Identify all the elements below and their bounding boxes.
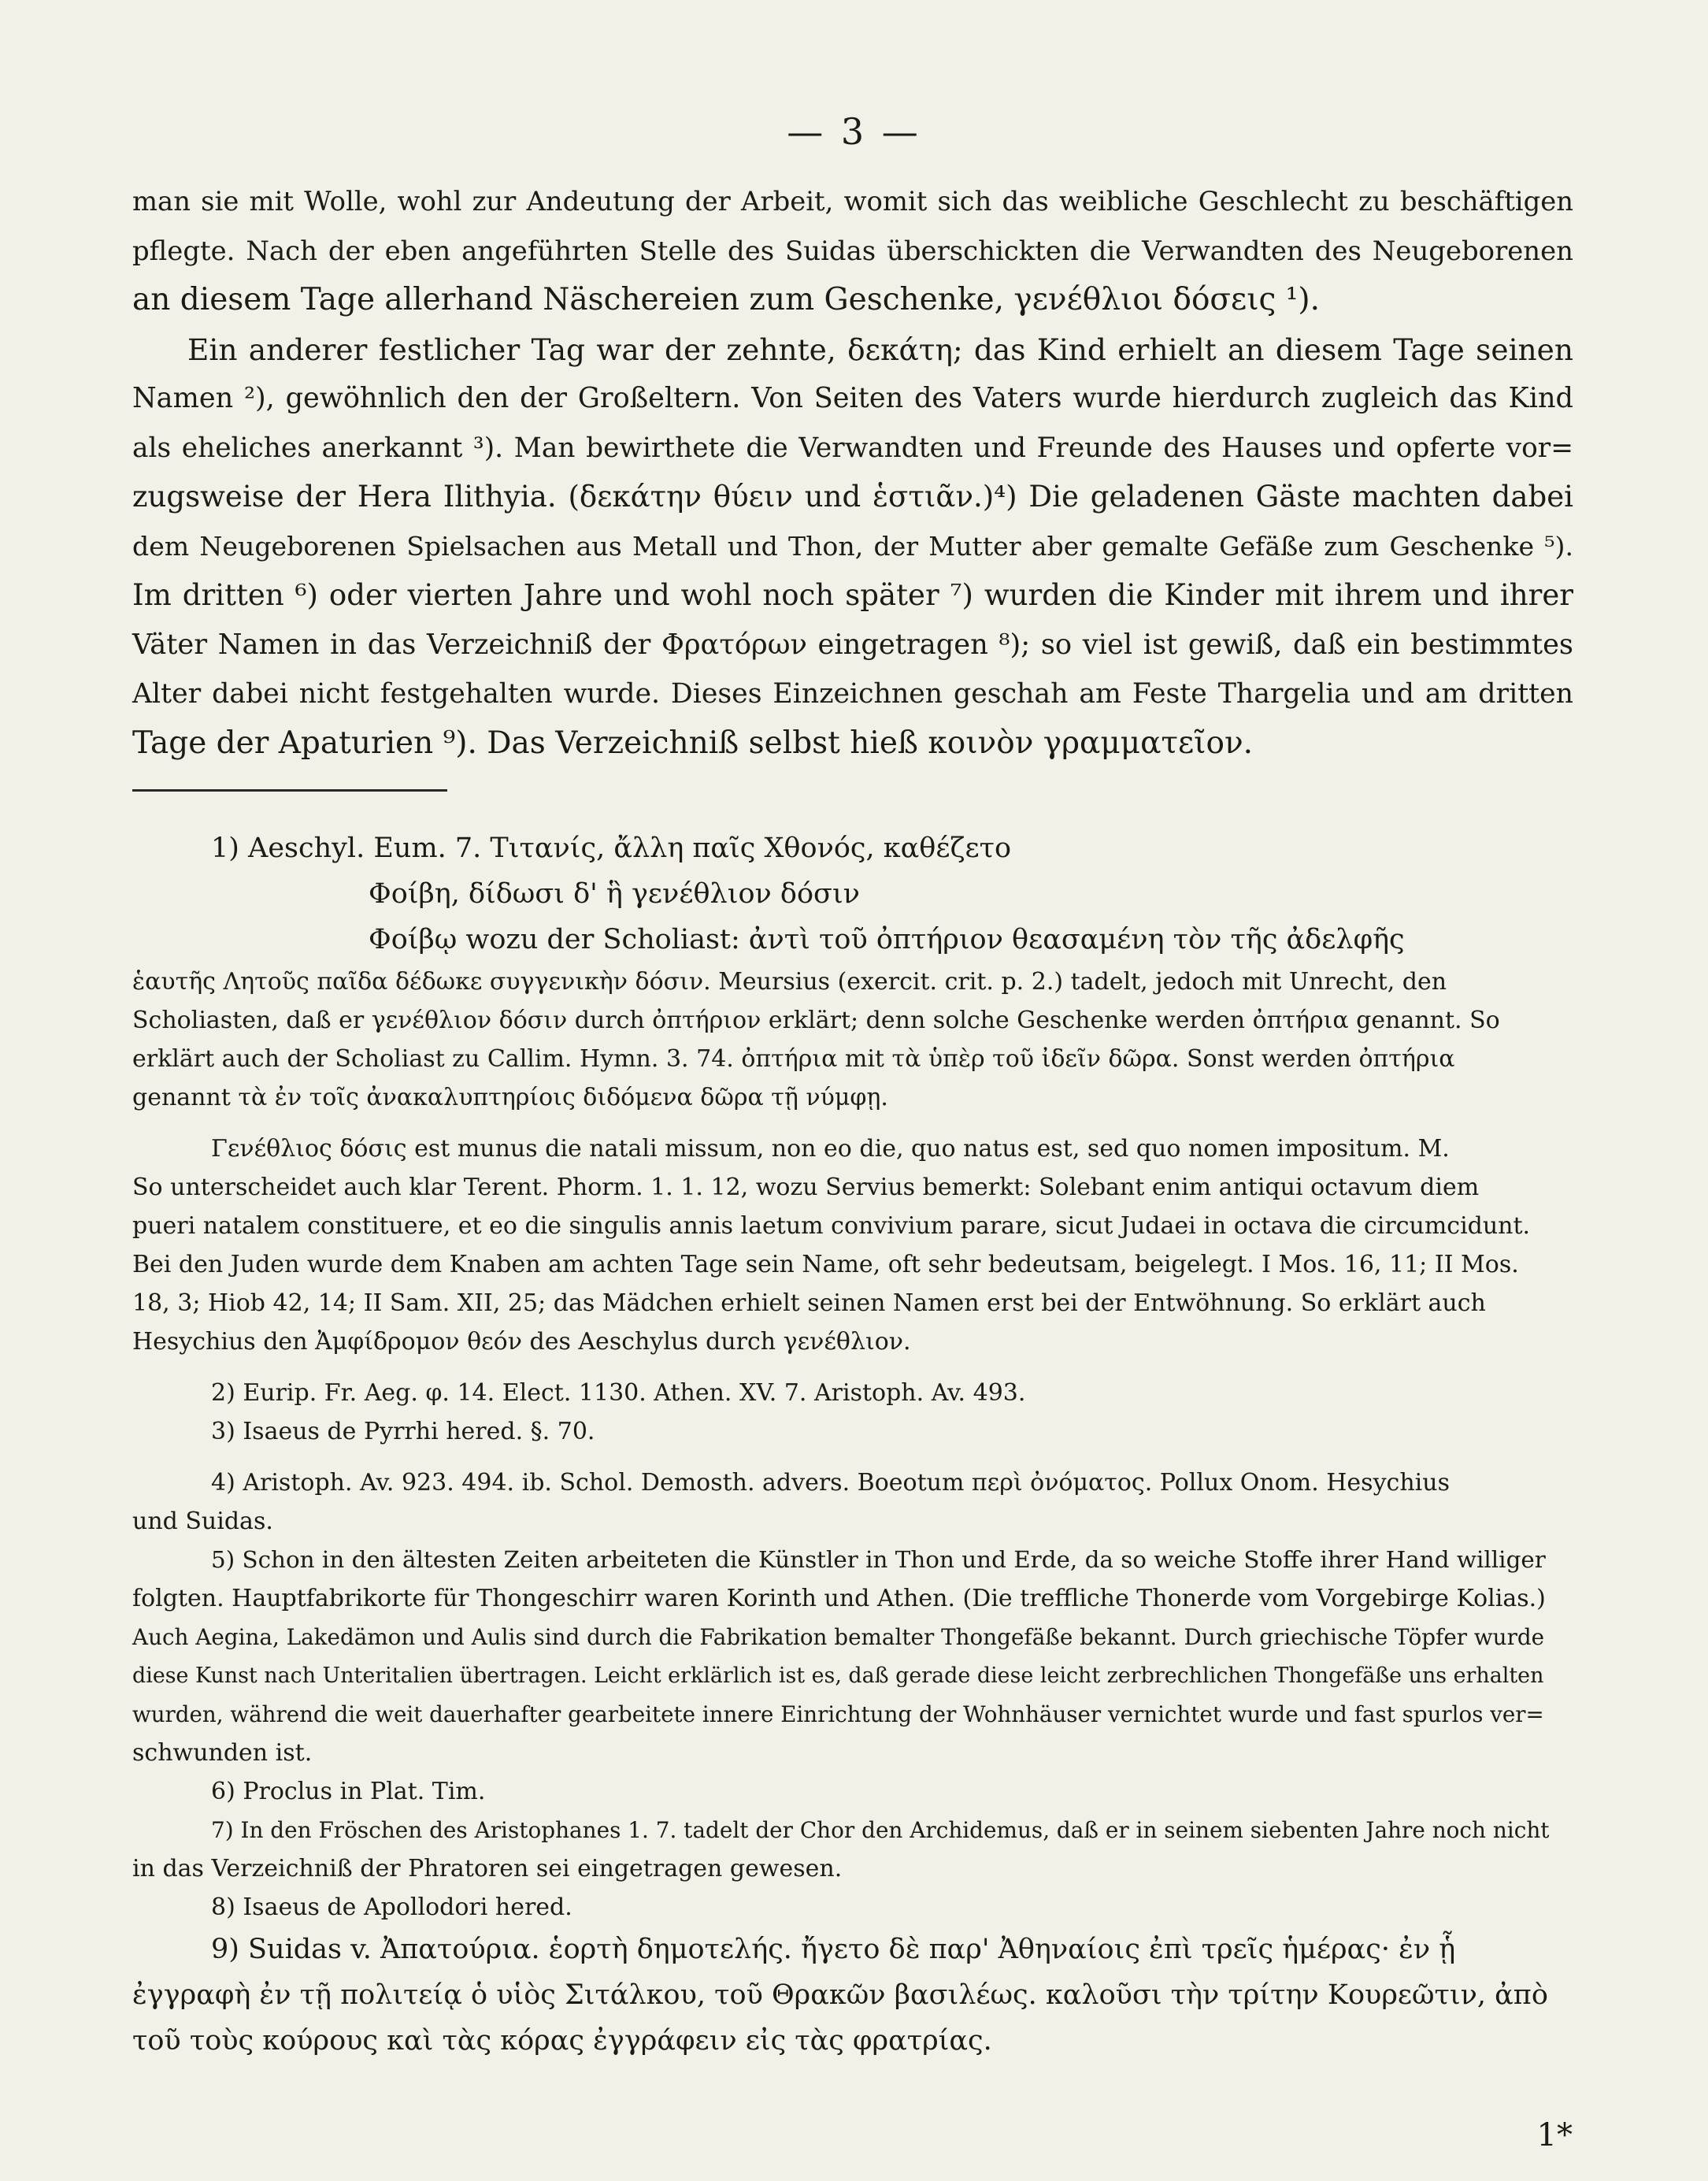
footnotes xyxy=(132,825,1573,2064)
text-line: man sie mit Wolle, wohl zur Andeutung der Arbeit, womit sich das weibliche Geschlecht zu beschäftigen xyxy=(132,186,1573,217)
footnote-5-line: wurden, während die weit dauerhafter gearbeitete innere Einrichtung der Wohnhäuser vernichtet wurde und fast spurlos ver= xyxy=(132,1701,1544,1727)
footnote-9-line: τοῦ τοὺς κούρους καὶ τὰς κόρας ἐγγράφειν εἰς τὰς φρατρίας. xyxy=(132,2025,992,2057)
footnote-7-line: 7) In den Fröschen des Aristophanes 1. 7. tadelt der Chor den Archidemus, daß er in seinem siebenten Jahre noch nicht xyxy=(211,1817,1550,1843)
page-number: — 3 — xyxy=(787,110,921,153)
footnote-6: 6) Proclus in Plat. Tim. xyxy=(211,1778,486,1805)
text-line: Tage der Apaturien ⁹). Das Verzeichniß selbst hieß κοινὸν γραμματεῖον. xyxy=(132,725,1254,761)
text-line: pflegte. Nach der eben angeführten Stelle des Suidas überschickten die Verwandten des Neugeborenen xyxy=(132,235,1573,266)
footnote-1b-line: So unterscheidet auch klar Terent. Phorm. 1. 1. 12, wozu Servius bemerkt: Solebant enim antiqui octavum diem xyxy=(132,1174,1480,1201)
footnote-1-line: ἑαυτῆς Λητοῦς παῖδα δέδωκε συγγενικὴν δόσιν. Meursius (exercit. crit. p. 2.) tadelt, jedoch mit Unrecht, den xyxy=(132,968,1447,996)
footnote-8: 8) Isaeus de Apollodori hered. xyxy=(211,1894,572,1921)
footnote-9-line: ἐγγραφὴ ἐν τῇ πολιτείᾳ ὁ υἱὸς Σιτάλκου, τοῦ Θρακῶν βασιλέως. καλοῦσι τὴν τρίτην Κουρεῶτιν, ἀπὸ xyxy=(132,1979,1548,2011)
footnote-5-line: 5) Schon in den ältesten Zeiten arbeiteten die Künstler in Thon und Erde, da so weiche Stoffe ihrer Hand williger xyxy=(211,1546,1546,1573)
signature-mark: 1* xyxy=(1536,2117,1573,2153)
text-line: Väter Namen in das Verzeichniß der Φρατόρων eingetragen ⁸); so viel ist gewiß, daß ein bestimmtes xyxy=(132,628,1573,661)
footnote-1-line: 1) Aeschyl. Eum. 7. Τιτανίς, ἄλλη παῖς Χθονός, καθέζετο xyxy=(211,833,1012,864)
footnote-1b-line: 18, 3; Hiob 42, 14; II Sam. XII, 25; das Mädchen erhielt seinen Namen erst bei der Entwöhnung. So erklärt auch xyxy=(132,1289,1486,1317)
text-line: Alter dabei nicht festgehalten wurde. Dieses Einzeichnen geschah am Feste Thargelia und am dritten xyxy=(132,678,1573,710)
footnote-9-line: 9) Suidas v. Ἀπατούρια. ἑορτὴ δημοτελής. ἤγετο δὲ παρ' Ἀθηναίοις ἐπὶ τρεῖς ἡμέρας· ἐν ᾗ xyxy=(211,1934,1456,1965)
footnote-5-line: folgten. Hauptfabrikorte für Thongeschirr waren Korinth und Athen. (Die treffliche Thonerde vom Vorgebirge Kolias.) xyxy=(132,1585,1546,1612)
footnote-1-line: genannt τὰ ἐν τοῖς ἀνακαλυπτηρίοις διδόμενα δῶρα τῇ νύμφῃ. xyxy=(132,1084,888,1111)
footnote-4-line: 4) Aristoph. Av. 923. 494. ib. Schol. Demosth. advers. Boeotum περὶ ὀνόματος. Pollux Onom. Hesychius xyxy=(211,1469,1450,1497)
footnote-1b-line: Hesychius den Ἀμφίδρομον θεόν des Aeschylus durch γενέθλιον. xyxy=(132,1328,911,1356)
text-line: zugsweise der Hera Ilithyia. (δεκάτην θύειν und ἑστιᾶν.)⁴) Die geladenen Gäste machten dabei xyxy=(132,480,1573,514)
text-line: Ein anderer festlicher Tag war der zehnte, δεκάτη; das Kind erhielt an diesem Tage seinen xyxy=(187,332,1573,367)
footnote-5-line: schwunden ist. xyxy=(132,1739,313,1767)
footnote-1-line: Scholiasten, daß er γενέθλιον δόσιν durch ὀπτήριον erklärt; denn solche Geschenke werden ὀπτήρια genannt. So xyxy=(132,1007,1500,1034)
footnote-5-line: diese Kunst nach Unteritalien übertragen. Leicht erklärlich ist es, daß gerade diese leicht zerbrechlichen Thongefäße uns erhalten xyxy=(132,1664,1544,1688)
text-line: dem Neugeborenen Spielsachen aus Metall und Thon, der Mutter aber gemalte Gefäße zum Geschenke ⁵). xyxy=(132,530,1573,562)
footnote-1-line: erklärt auch der Scholiast zu Callim. Hymn. 3. 74. ὀπτήρια mit τὰ ὑπὲρ τοῦ ἰδεῖν δῶρα. Sonst werden ὀπτήρια xyxy=(132,1045,1455,1073)
text-line: an diesem Tage allerhand Näschereien zum Geschenke, γενέθλιοι δόσεις ¹). xyxy=(132,282,1321,317)
text-line: als eheliches anerkannt ³). Man bewirthete die Verwandten und Freunde des Hauses und opferte vor= xyxy=(132,432,1573,464)
footnote-5-line: Auch Aegina, Lakedämon und Aulis sind durch die Fabrikation bemalter Thongefäße bekannt. Durch griechische Töpfer wurde xyxy=(132,1624,1545,1650)
footnote-4-line: und Suidas. xyxy=(132,1508,273,1535)
footnote-3: 3) Isaeus de Pyrrhi hered. §. 70. xyxy=(211,1418,595,1445)
footnote-2: 2) Eurip. Fr. Aeg. φ. 14. Elect. 1130. Athen. XV. 7. Aristoph. Av. 493. xyxy=(211,1379,1026,1407)
footnote-1b-line: Γενέθλιος δόσις est munus die natali missum, non eo die, quo natus est, sed quo nomen impositum. M. xyxy=(211,1135,1450,1163)
footnote-divider xyxy=(132,789,447,792)
footnote-1b-line: pueri natalem constituere, et eo die singulis annis laetum convivium parare, sicut Judaei in octava die circumcidunt. xyxy=(132,1212,1531,1240)
text-line: Namen ²), gewöhnlich den der Großeltern. Von Seiten des Vaters wurde hierdurch zugleich das Kind xyxy=(132,382,1573,414)
footnote-1-line: Φοίβη, δίδωσι δ' ἣ γενέθλιον δόσιν xyxy=(369,878,860,910)
footnote-7-line: in das Verzeichniß der Phratoren sei eingetragen gewesen. xyxy=(132,1855,843,1882)
footnote-1b-line: Bei den Juden wurde dem Knaben am achten Tage sein Name, oft sehr bedeutsam, beigelegt. I Mos. 16, 11; II Mos. xyxy=(132,1251,1519,1278)
text-line: Im dritten ⁶) oder vierten Jahre und wohl noch später ⁷) wurden die Kinder mit ihrem und ihrer xyxy=(132,578,1573,612)
footnote-1-line: Φοίβῳ wozu der Scholiast: ἀντὶ τοῦ ὀπτήριον θεασαμένη τὸν τῆς ἀδελφῆς xyxy=(369,924,1405,955)
main-text xyxy=(132,177,1573,768)
